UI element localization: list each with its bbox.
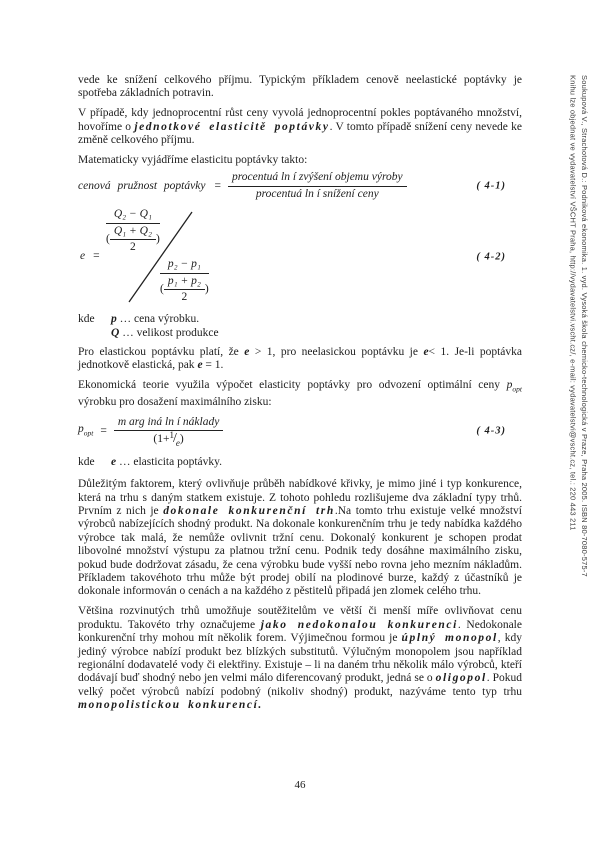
elasticity-symbol: e bbox=[244, 346, 250, 359]
close-paren: ) bbox=[155, 232, 160, 245]
emphasized-term: dokonale konkurenční trh bbox=[163, 505, 335, 518]
fraction-numerator: procentuá ln í zvýšení objemu výroby bbox=[228, 171, 407, 186]
paragraph-text: Ekonomická teorie využila výpočet elasticity poptávky pro odvození optimální ceny bbox=[78, 379, 507, 392]
paragraph-text: vede ke snížení celkového příjmu. Typickým příkladem cenově neelastické poptávky je spotřeba základních potravin. bbox=[78, 74, 522, 100]
equation-4-1 bbox=[78, 171, 522, 201]
where-definitions bbox=[111, 313, 522, 340]
equals-sign: = bbox=[100, 424, 107, 437]
fraction-denominator bbox=[114, 430, 223, 449]
paragraph-text: Matematicky vyjádříme elasticitu poptávky takto: bbox=[78, 154, 308, 167]
equation-4-3 bbox=[78, 416, 522, 447]
page-number: 46 bbox=[294, 779, 306, 791]
paragraph-perfect-competition bbox=[78, 478, 522, 599]
sidebar-citation bbox=[567, 75, 590, 635]
inner-denominator: 2 bbox=[130, 241, 136, 254]
elasticity-symbol: e bbox=[111, 455, 117, 468]
quantity-symbol: Q bbox=[111, 326, 120, 339]
paragraph-text: = 1. bbox=[202, 359, 224, 372]
paragraph-text: . V tomto případě snížení ceny nevede ke změně celkového příjmu. bbox=[78, 120, 523, 147]
equation-lhs bbox=[78, 423, 93, 440]
emphasized-term: jednotkové elasticitě poptávky bbox=[134, 120, 330, 133]
citation-line-2: Knihu lze objednat ve vydavatelství VŠCHT Praha, http://vydavatelstvi.vscht.cz/, e-mail: vydavatelstvi@vscht.cz, tel.: 220 443 211 bbox=[568, 75, 578, 531]
emphasized-term: oligopol bbox=[435, 672, 487, 685]
definition-text: … cena výrobku. bbox=[119, 313, 200, 326]
equals-sign: = bbox=[214, 179, 221, 192]
paragraph-text: > 1, pro neelasickou poptávku je bbox=[249, 346, 424, 359]
denominator-close: ) bbox=[179, 433, 184, 446]
inner-numerator: p₁ + p₂ bbox=[164, 275, 205, 290]
emphasized-term: úplný monopol bbox=[401, 632, 498, 645]
paragraph-text: Pro elastickou poptávku platí, že bbox=[78, 346, 245, 359]
paragraph-unit-elasticity bbox=[78, 107, 522, 147]
page-body bbox=[78, 74, 522, 719]
skew-slash: / bbox=[173, 431, 177, 447]
paragraph-text: < 1. Je-li poptávka jednotkově elastická, pak bbox=[78, 346, 523, 372]
fraction-denominator: procentuá ln í snížení ceny bbox=[255, 187, 379, 200]
where-clause-1 bbox=[78, 313, 522, 340]
equals-sign: = bbox=[93, 250, 100, 263]
emphasized-term: jako nedokonalou konkurenci bbox=[260, 618, 458, 631]
equation-lhs bbox=[80, 250, 100, 263]
paragraph-text: , kdy jediný výrobce nabízí produkt bez blízkých substitutů. Výlučným monopolem jsou například regionální dodavatelé vody či elektřiny. Existuje – li na daném trhu několik málo výrobců, kteří dodávají buď shodný nebo jen velmi málo diferencovaný produkt, jedná se o bbox=[78, 632, 522, 685]
open-paren: ( bbox=[106, 232, 110, 245]
fraction-numerator: p₂ − p₁ bbox=[160, 258, 209, 273]
paragraph-intro bbox=[78, 74, 522, 101]
paragraph-math-intro bbox=[78, 154, 522, 167]
definition-text: … velikost produkce bbox=[122, 326, 219, 339]
skew-fraction-numerator: 1 bbox=[169, 430, 174, 441]
optimal-price-symbol: $p_{opt}$ bbox=[506, 379, 522, 394]
paragraph-text: . Nedokonale konkurenční trhy mohou mít několik forem. Výjimečnou formou je bbox=[78, 618, 522, 645]
paragraph-optimal-price bbox=[78, 379, 522, 409]
citation-line-1: Soukupová V., Strachotová D.: Podniková ekonomika. 1. vyd. Vysoká škola chemicko-technologická v Praze, Praha 2005. ISBN 80-7080-575-7 bbox=[580, 75, 589, 577]
paragraph-text: .Na tomto trhu existuje velké množství výrobců nabízejících shodný produkt. Na dokonale konkurenčním trhu je tedy nabídka každého výrobce tak malá, že nemůže ovlivnit tržní cenu. Dokonalý konkurent je schopen prodat libovolné množství výstupu za platnou tržní cenu. Podnik tedy dosáhne maximálního zisku, pokud bude dodržovat zásadu, že cena výrobku bude vyšší nebo rovna jeho mezním nákladům. Příkladem takovéhoto trhu může být prodej obilí na plodinové burze, každý z účastníků je dokonale informován o cenách a na každého z pěstitelů připadá jen zlomek celého trhu. bbox=[78, 505, 522, 598]
price-symbol: p bbox=[111, 313, 117, 326]
paragraph-imperfect-competition bbox=[78, 605, 522, 712]
paragraph-text: . Pokud velký počet výrobců nabízí podobný (nikoliv shodný) produkt, nazýváme tento typ trhu bbox=[78, 672, 523, 698]
fraction bbox=[114, 416, 223, 447]
elasticity-symbol: e bbox=[197, 359, 203, 372]
where-label: kde bbox=[78, 313, 95, 326]
optimal-price-symbol: p bbox=[78, 423, 84, 436]
equation-lhs: cenová pružnost poptávky bbox=[78, 179, 206, 192]
open-paren: ( bbox=[160, 282, 164, 295]
paragraph-text: Většina rozvinutých trhů umožňuje soutěžitelům ve větší či menší míře ovlivňovat cenu produktu. Takovéto trhy označujeme bbox=[78, 605, 522, 631]
fraction-numerator: m arg iná ln í náklady bbox=[114, 416, 223, 431]
inner-denominator: 2 bbox=[181, 291, 188, 304]
close-paren: ) bbox=[204, 282, 209, 295]
equation-tag: ( 4-1) bbox=[476, 180, 506, 192]
paragraph-text: výrobku pro dosažení maximálního zisku: bbox=[78, 396, 272, 409]
where-label: kde bbox=[78, 455, 95, 468]
where-definitions bbox=[111, 456, 522, 469]
inner-numerator: Q₁ + Q₂ bbox=[110, 225, 156, 240]
elasticity-symbol: e bbox=[423, 346, 429, 359]
optimal-subscript: opt bbox=[83, 428, 94, 438]
definition-line bbox=[111, 327, 522, 340]
equation-4-2 bbox=[78, 208, 522, 305]
price-fraction bbox=[160, 258, 209, 304]
fraction-numerator: Q₂ − Q₁ bbox=[106, 208, 160, 223]
elasticity-symbol: e bbox=[80, 250, 86, 263]
definition-line bbox=[111, 313, 522, 326]
equation-tag: ( 4-3) bbox=[476, 425, 506, 437]
paragraph-text: Důležitým faktorem, který ovlivňuje průběh nabídkové křivky, je mimo jiné i typ konkurence, která na trhu s daným statkem existuje. Z tohoto pohledu rozlišujeme dva základní typy trhů. Prvním z nich je bbox=[78, 478, 522, 518]
skew-fraction-denominator: e bbox=[175, 438, 180, 449]
paragraph-text: V případě, kdy jednoprocentní růst ceny vyvolá jednoprocentní pokles poptávaného množství, hovoříme o bbox=[78, 107, 522, 133]
fraction bbox=[228, 171, 407, 201]
equation-tag: ( 4-2) bbox=[476, 251, 506, 263]
emphasized-term: monopolistickou konkurencí. bbox=[78, 699, 263, 712]
where-clause-2 bbox=[78, 456, 522, 469]
fraction-denominator bbox=[160, 274, 209, 305]
denominator-open: (1+ bbox=[153, 433, 170, 446]
paragraph-elasticity-values bbox=[78, 346, 522, 373]
definition-text: … elasticita poptávky. bbox=[118, 455, 223, 468]
